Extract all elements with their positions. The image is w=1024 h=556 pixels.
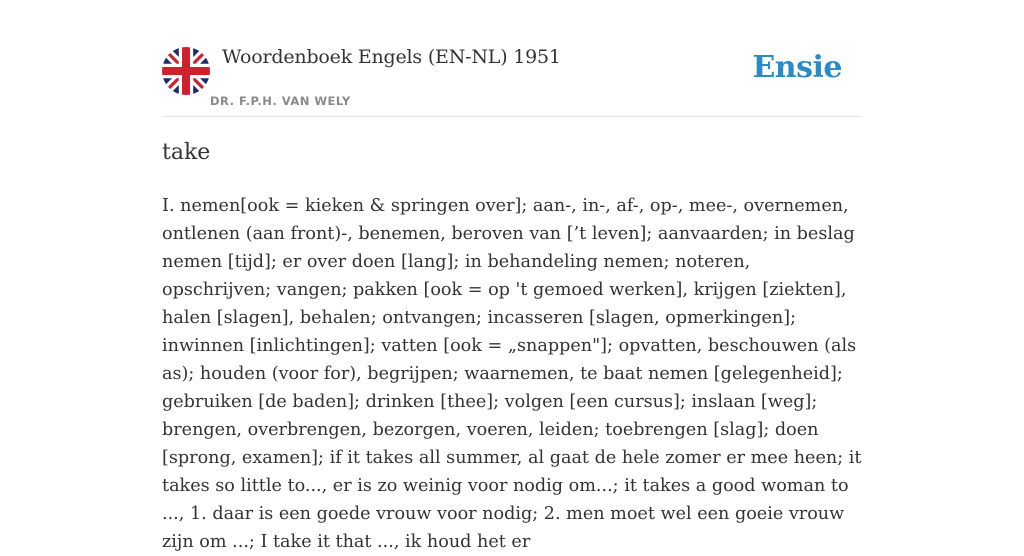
uk-flag-icon [162,47,210,95]
ensie-logo[interactable]: Ensie [752,50,842,85]
definition-text: I. nemen[ook = kieken & springen over]; aan-, in-, af-, op-, mee-, overnemen, ontlenen (aan front)-, benemen, beroven van [’t leven]; aanvaarden; in beslag nemen [tijd]; er over doen [lang]; in behandeling nemen; noteren, opschrijven; vangen; pakken [ook = op 't gemoed werken], krijgen [ziekten], halen [slagen], behalen; ontvangen; incasseren [slagen, opmerkingen]; inwinnen [inlichtingen]; vatten [ook = „snappen"]; opvatten, beschouwen (als as); houden (voor for), begrijpen; waarnemen, te baat nemen [gelegenheid]; gebruiken [de baden]; drinken [thee]; volgen [een cursus]; inslaan [weg]; brengen, overbrengen, bezorgen, voeren, leiden; toebrengen [slag]; doen [sprong, examen]; if it takes all summer, al gaat de hele zomer er mee heen; it takes so little to..., er is zo weinig voor nodig om...; it takes a good woman to ..., 1. daar is een goede vrouw voor nodig; 2. men moet wel een goeie vrouw zijn om ...; I take it that ..., ik houd het er [162,196,862,552]
headword: take [162,140,211,165]
page-container [162,0,862,552]
entry-header [162,0,862,117]
dictionary-title-link[interactable]: Woordenboek Engels (EN-NL) 1951 [222,46,561,68]
author-name: DR. F.P.H. VAN WELY [210,94,351,108]
